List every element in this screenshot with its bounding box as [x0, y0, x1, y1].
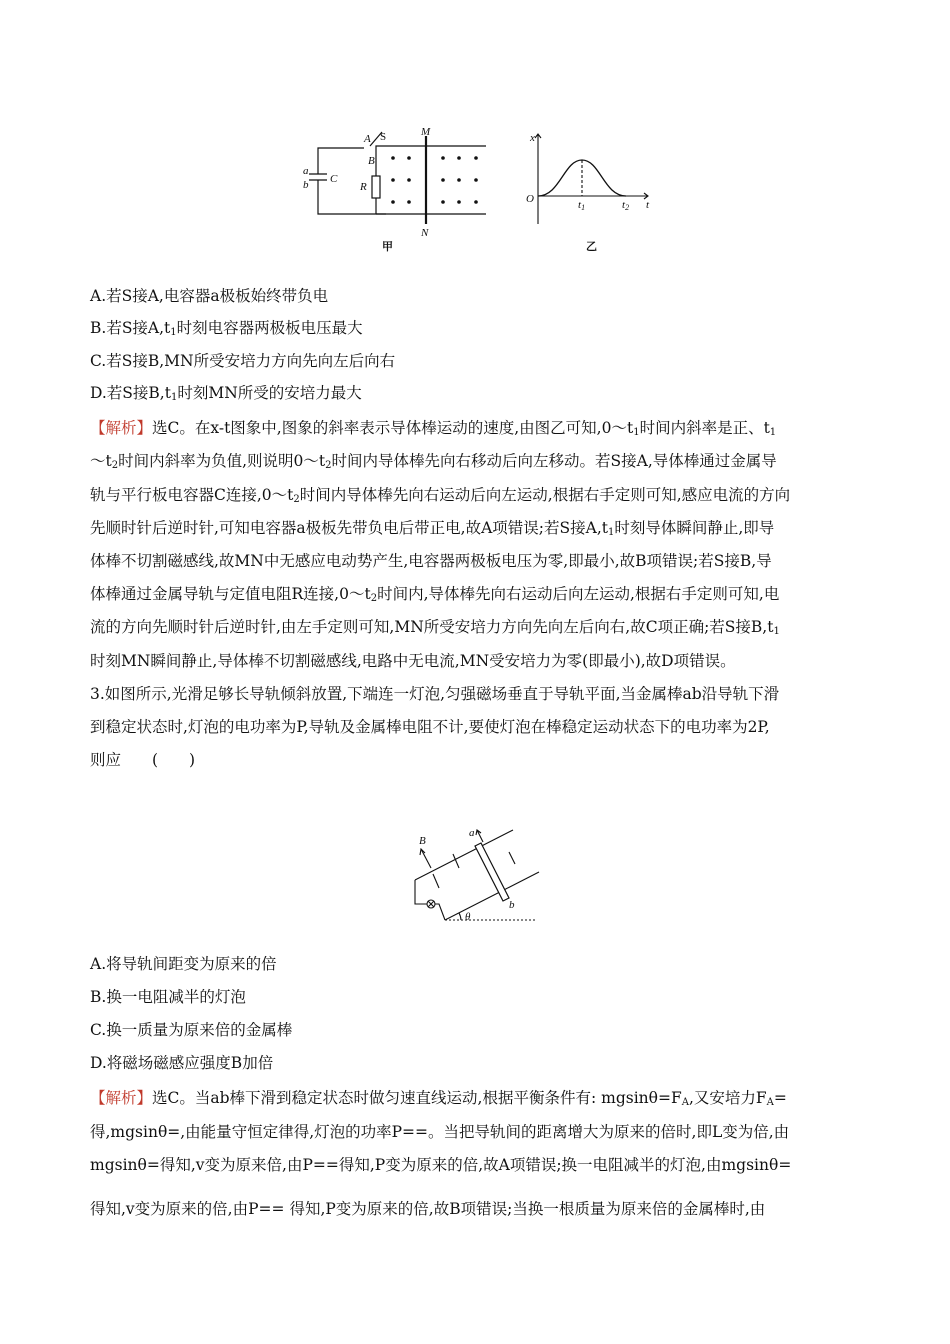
tick-t1: t1: [578, 199, 586, 212]
label-n: N: [421, 227, 429, 239]
q3-stem-line: 3.如图所示,光滑足够长导轨倾斜放置,下端连一灯泡,匀强磁场垂直于导轨平面,当金属棒ab沿导轨下滑: [90, 685, 780, 703]
q3-stem-line: 则应 ( ): [90, 751, 196, 769]
q2-analysis-line: 时刻MN瞬间静止,导体棒不切割磁感线,电路中无电流,MN受安培力为零(即最小),故D项错误。: [90, 652, 736, 670]
inclined-rails-diagram: [405, 822, 545, 930]
origin-label: O: [526, 193, 534, 205]
circuit-diagram: [296, 124, 496, 254]
tick-t2: t2: [622, 199, 630, 212]
q3-analysis-line: 得知,v变为原来的倍,由P== 得知,P变为原来的倍,故B项错误;当换一根质量为原来倍的金属棒时,由: [90, 1200, 766, 1218]
analysis-tag: 【解析】: [90, 1089, 153, 1107]
label-capacitor-c: C: [330, 173, 338, 185]
q2-option-a: A.若S接A,电容器a极板始终带负电: [90, 287, 329, 305]
caption-jia: 甲: [382, 241, 393, 253]
q3-option-a: A.将导轨间距变为原来的倍: [90, 955, 277, 973]
label-switch-s: S: [380, 131, 387, 143]
q2-option-d: D.若S接$B,t_1$时刻MN所受的安培力最大: [90, 384, 362, 403]
q3-option-d: D.将磁场磁感应强度B加倍: [90, 1054, 274, 1072]
magnetic-field-dots: [391, 156, 478, 204]
label-field-b: B: [419, 835, 426, 847]
analysis-tag: 【解析】: [90, 419, 153, 437]
label-contact-a: A: [364, 133, 371, 145]
label-angle-theta: θ: [465, 911, 471, 923]
figure-circuit-jia: [296, 124, 496, 254]
q3-analysis-line: 【解析】选C。当ab棒下滑到稳定状态时做匀速直线运动,根据平衡条件有: $mgsin\theta=F_A$,又安培力$F_A=$: [90, 1089, 787, 1108]
label-rod-b: b: [509, 899, 515, 911]
q2-analysis-line: 轨与平行板电容器C连接$,0\sim t_2$时间内导体棒先向右运动后向左运动,根据右手定则可知,感应电流的方向: [90, 486, 791, 505]
q2-analysis-line: 体棒通过金属导轨与定值电阻R连接$,0\sim t_2$时间内,导体棒先向右运动后向左运动,根据右手定则可知,电: [90, 585, 780, 604]
label-m: M: [421, 126, 431, 138]
q2-analysis-line: 先顺时针后逆时针,可知电容器a极板先带负电后带正电,故A项错误;若S接$A,t_1$时刻导体瞬间静止,即导: [90, 519, 775, 538]
axis-label-x: x: [530, 132, 535, 144]
label-contact-b: B: [368, 155, 375, 167]
label-b: b: [303, 179, 309, 191]
q3-option-b: B.换一电阻减半的灯泡: [90, 988, 246, 1006]
q3-stem-line: 到稳定状态时,灯泡的电功率为P,导轨及金属棒电阻不计,要使灯泡在棒稳定运动状态下的电功率为2P,: [90, 718, 770, 736]
axis-label-t: t: [646, 199, 650, 211]
q2-option-b: B.若S接$A,t_1$时刻电容器两极板电压最大: [90, 319, 363, 338]
figure-inclined-rails: [405, 822, 545, 930]
label-resistor-r: R: [360, 181, 367, 193]
q3-analysis-line: 得,mgsinθ=,由能量守恒定律得,灯泡的功率P==。当把导轨间的距离增大为原来的倍时,即L变为倍,由: [90, 1123, 790, 1141]
label-a: a: [303, 165, 309, 177]
q2-option-c: C.若S接B,MN所受安培力方向先向左后向右: [90, 352, 396, 370]
figure-xt-graph-yi: [520, 124, 660, 254]
q2-analysis-line: $\sim t_2$时间内斜率为负值,则说明$0\sim t_2$时间内导体棒先向右移动后向左移动。若S接A,导体棒通过金属导: [90, 452, 777, 471]
q2-analysis-line: 流的方向先顺时针后逆时针,由左手定则可知,MN所受安培力方向先向左后向右,故C项正确;若S接$B,t_1$: [90, 618, 780, 637]
q3-analysis-line: mgsinθ=得知,v变为原来倍,由P==得知,P变为原来的倍,故A项错误;换一电阻减半的灯泡,由mgsinθ=: [90, 1156, 792, 1174]
label-rod-a: a: [469, 827, 475, 839]
q3-option-c: C.换一质量为原来倍的金属棒: [90, 1021, 293, 1039]
xt-graph: [520, 124, 660, 254]
q2-analysis-line: 【解析】选C。在x-t图象中,图象的斜率表示导体棒运动的速度,由图乙可知$,0\sim t_1$时间内斜率是正、$t_1$: [90, 419, 777, 438]
q2-analysis-line: 体棒不切割磁感线,故MN中无感应电动势产生,电容器两极板电压为零,即最小,故B项错误;若S接B,导: [90, 552, 772, 570]
caption-yi: 乙: [586, 241, 597, 253]
